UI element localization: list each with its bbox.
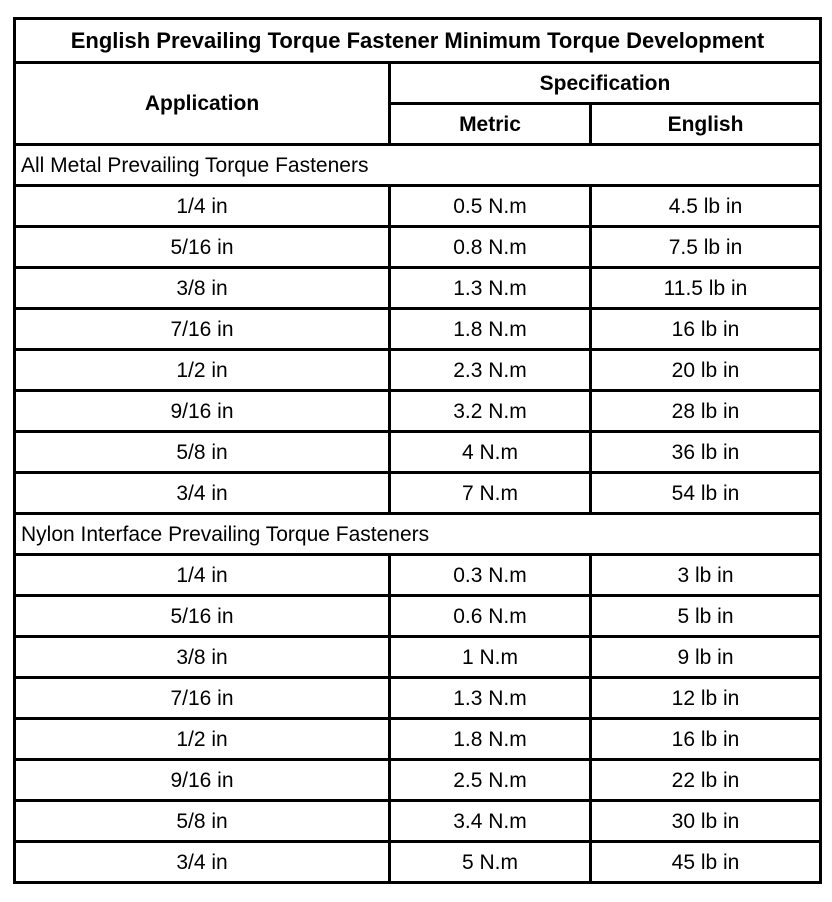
application-header: Application bbox=[15, 63, 390, 145]
application-cell: 1/4 in bbox=[15, 555, 390, 596]
torque-table-body bbox=[15, 19, 821, 883]
english-cell: 20 lb in bbox=[591, 350, 821, 391]
metric-cell: 2.3 N.m bbox=[390, 350, 591, 391]
table-row bbox=[15, 596, 821, 637]
application-cell: 3/8 in bbox=[15, 637, 390, 678]
title-row bbox=[15, 19, 821, 63]
section-title: All Metal Prevailing Torque Fasteners bbox=[15, 145, 821, 186]
english-cell: 3 lb in bbox=[591, 555, 821, 596]
english-cell: 5 lb in bbox=[591, 596, 821, 637]
metric-cell: 0.6 N.m bbox=[390, 596, 591, 637]
table-row bbox=[15, 801, 821, 842]
metric-cell: 0.8 N.m bbox=[390, 227, 591, 268]
english-header: English bbox=[591, 104, 821, 145]
english-cell: 16 lb in bbox=[591, 719, 821, 760]
english-cell: 11.5 lb in bbox=[591, 268, 821, 309]
application-cell: 9/16 in bbox=[15, 760, 390, 801]
torque-table bbox=[13, 17, 822, 884]
metric-cell: 4 N.m bbox=[390, 432, 591, 473]
english-cell: 45 lb in bbox=[591, 842, 821, 883]
metric-header: Metric bbox=[390, 104, 591, 145]
table-row bbox=[15, 760, 821, 801]
metric-cell: 7 N.m bbox=[390, 473, 591, 514]
application-cell: 7/16 in bbox=[15, 678, 390, 719]
table-row bbox=[15, 555, 821, 596]
metric-cell: 1.3 N.m bbox=[390, 268, 591, 309]
metric-cell: 1.8 N.m bbox=[390, 719, 591, 760]
english-cell: 30 lb in bbox=[591, 801, 821, 842]
table-row bbox=[15, 842, 821, 883]
header-row-1 bbox=[15, 63, 821, 104]
table-title: English Prevailing Torque Fastener Minimum Torque Development bbox=[15, 19, 821, 63]
application-cell: 5/16 in bbox=[15, 227, 390, 268]
application-cell: 5/8 in bbox=[15, 801, 390, 842]
table-row bbox=[15, 350, 821, 391]
table-row bbox=[15, 268, 821, 309]
metric-cell: 1.3 N.m bbox=[390, 678, 591, 719]
english-cell: 36 lb in bbox=[591, 432, 821, 473]
table-row bbox=[15, 637, 821, 678]
application-cell: 5/8 in bbox=[15, 432, 390, 473]
english-cell: 54 lb in bbox=[591, 473, 821, 514]
application-cell: 1/4 in bbox=[15, 186, 390, 227]
english-cell: 16 lb in bbox=[591, 309, 821, 350]
metric-cell: 0.3 N.m bbox=[390, 555, 591, 596]
metric-cell: 2.5 N.m bbox=[390, 760, 591, 801]
section-row bbox=[15, 145, 821, 186]
application-cell: 7/16 in bbox=[15, 309, 390, 350]
metric-cell: 0.5 N.m bbox=[390, 186, 591, 227]
application-cell: 5/16 in bbox=[15, 596, 390, 637]
english-cell: 9 lb in bbox=[591, 637, 821, 678]
application-cell: 3/8 in bbox=[15, 268, 390, 309]
metric-cell: 1 N.m bbox=[390, 637, 591, 678]
application-cell: 3/4 in bbox=[15, 842, 390, 883]
metric-cell: 5 N.m bbox=[390, 842, 591, 883]
application-cell: 1/2 in bbox=[15, 719, 390, 760]
section-title: Nylon Interface Prevailing Torque Fasteners bbox=[15, 514, 821, 555]
table-row bbox=[15, 719, 821, 760]
table-row bbox=[15, 391, 821, 432]
table-row bbox=[15, 186, 821, 227]
table-row bbox=[15, 473, 821, 514]
table-row bbox=[15, 309, 821, 350]
application-cell: 3/4 in bbox=[15, 473, 390, 514]
metric-cell: 3.2 N.m bbox=[390, 391, 591, 432]
metric-cell: 3.4 N.m bbox=[390, 801, 591, 842]
english-cell: 7.5 lb in bbox=[591, 227, 821, 268]
table-row bbox=[15, 227, 821, 268]
english-cell: 12 lb in bbox=[591, 678, 821, 719]
specification-header: Specification bbox=[390, 63, 821, 104]
application-cell: 9/16 in bbox=[15, 391, 390, 432]
table-row bbox=[15, 678, 821, 719]
section-row bbox=[15, 514, 821, 555]
metric-cell: 1.8 N.m bbox=[390, 309, 591, 350]
english-cell: 22 lb in bbox=[591, 760, 821, 801]
english-cell: 28 lb in bbox=[591, 391, 821, 432]
english-cell: 4.5 lb in bbox=[591, 186, 821, 227]
application-cell: 1/2 in bbox=[15, 350, 390, 391]
table-row bbox=[15, 432, 821, 473]
